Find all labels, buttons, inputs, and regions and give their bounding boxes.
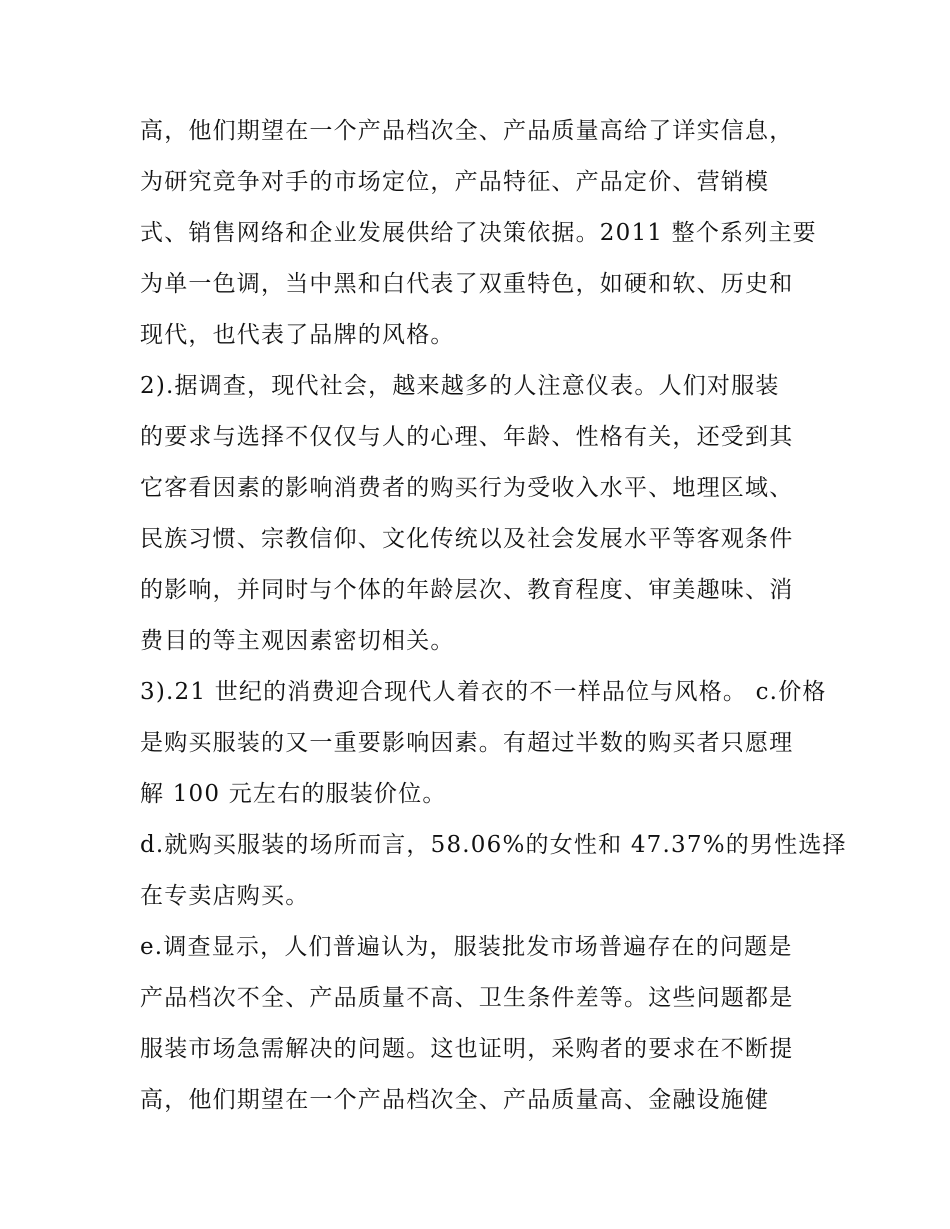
text-line-2: 为研究竞争对手的市场定位，产品特征、产品定价、营销模 [140, 169, 770, 195]
text-line-14: 解 100 元左右的服装价位。 [140, 781, 447, 807]
text-line-19: 服装市场急需解决的问题。这也证明，采购者的要求在不断提 [140, 1036, 794, 1062]
text-line-16: 在专卖店购买。 [140, 883, 310, 909]
text-line-8: 它客看因素的影响消费者的购买行为受收入水平、地理区域、 [140, 475, 794, 501]
text-line-3: 式、销售网络和企业发展供给了决策依据。2011 整个系列主要 [140, 220, 817, 246]
text-line-6: 2).据调查，现代社会，越来越多的人注意仪表。人们对服装 [140, 373, 780, 399]
text-line-1: 高，他们期望在一个产品档次全、产品质量高给了详实信息， [140, 118, 794, 144]
text-line-18: 产品档次不全、产品质量不高、卫生条件差等。这些问题都是 [140, 985, 794, 1011]
text-line-9: 民族习惯、宗教信仰、文化传统以及社会发展水平等客观条件 [140, 526, 794, 552]
body-text [140, 106, 847, 1126]
text-line-7: 的要求与选择不仅仅与人的心理、年龄、性格有关，还受到其 [140, 424, 794, 450]
text-line-15: d.就购买服装的场所而言，58.06%的女性和 47.37%的男性选择 [140, 832, 847, 858]
text-line-11: 费目的等主观因素密切相关。 [140, 628, 455, 654]
text-line-4: 为单一色调，当中黑和白代表了双重特色，如硬和软、历史和 [140, 271, 794, 297]
text-line-20: 高，他们期望在一个产品档次全、产品质量高、金融设施健 [140, 1087, 770, 1113]
text-line-5: 现代，也代表了品牌的风格。 [140, 322, 455, 348]
text-line-10: 的影响，并同时与个体的年龄层次、教育程度、审美趣味、消 [140, 577, 794, 603]
text-line-13: 是购买服装的又一重要影响因素。有超过半数的购买者只愿理 [140, 730, 794, 756]
text-line-17: e.调查显示，人们普遍认为，服装批发市场普遍存在的问题是 [140, 934, 793, 960]
text-line-12: 3).21 世纪的消费迎合现代人着衣的不一样品位与风格。 c.价格 [140, 679, 827, 705]
